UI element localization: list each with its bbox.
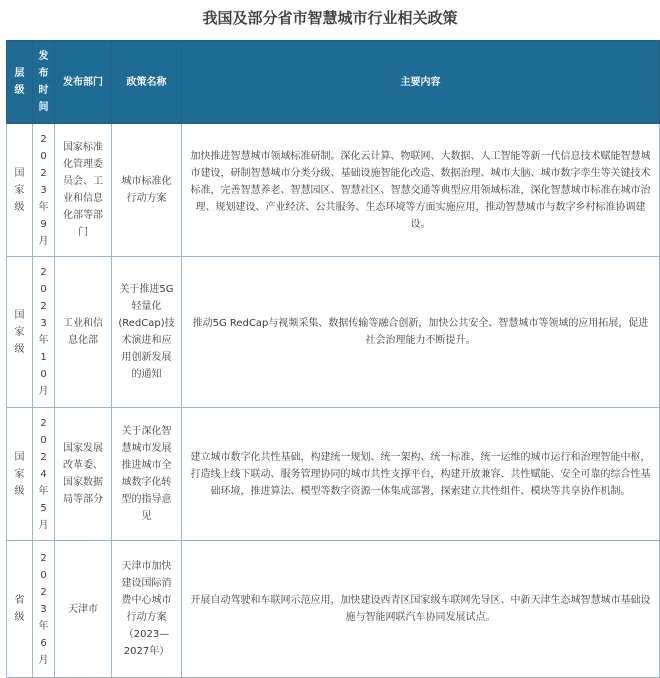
cell-content: 建立城市数字化共性基础，构建统一规划、统一架构、统一标准、统一运维的城市运行和治理智能中枢，打造线上线下联动、服务管理协同的城市共性支撑平台，构建开放兼容、共性赋能、安全可靠的综合性基础环境，推进算法、模型等数字资源一体集成部署，探索建立共性组件、模块等共享协作机制。 (182, 408, 660, 541)
cell-dept: 工业和信息化部 (55, 257, 112, 408)
cell-time: 2024年5月 (33, 408, 55, 541)
header-dept: 发布部门 (55, 41, 112, 124)
header-name: 政策名称 (112, 41, 182, 124)
cell-name: 关于深化智慧城市发展推进城市全域数字化转型的指导意见 (112, 408, 182, 541)
header-time: 发布时间 (33, 41, 55, 124)
table-row (7, 257, 660, 408)
cell-dept: 国家发展改革委、国家数据局等部分 (55, 408, 112, 541)
cell-name: 城市标准化行动方案 (112, 124, 182, 257)
cell-time: 2023年9月 (33, 124, 55, 257)
table-row (7, 124, 660, 257)
cell-content: 推动5G RedCap与视频采集、数据传输等融合创新，加快公共安全、智慧城市等领域的应用拓展，促进社会治理能力不断提升。 (182, 257, 660, 408)
header-content: 主要内容 (182, 41, 660, 124)
page-title: 我国及部分省市智慧城市行业相关政策 (202, 9, 458, 27)
cell-content: 开展自动驾驶和车联网示范应用，加快建设西青区国家级车联网先导区、中新天津生态城智慧城市基础设施与智能网联汽车协同发展试点。 (182, 541, 660, 678)
cell-time: 2023年6月 (33, 541, 55, 678)
cell-content: 加快推进智慧城市领域标准研制。深化云计算、物联网、大数据、人工智能等新一代信息技术赋能智慧城市建设，研制智慧城市分类分级、基础设施智能化改造、数据治理、城市大脑、城市数字孪生等关键技术标准，完善智慧养老、智慧园区、智慧社区、智慧交通等典型应用领域标准，深化智慧城市标准在城市治理、规划建设、产业经济、公共服务、生态环境等方面实施应用，推动智慧城市与数字乡村标准协调建设。 (182, 124, 660, 257)
cell-level: 国家级 (7, 124, 33, 257)
cell-level: 国家级 (7, 257, 33, 408)
cell-level: 省级 (7, 541, 33, 678)
cell-level: 国家级 (7, 408, 33, 541)
policy-table (6, 40, 660, 678)
table-row (7, 541, 660, 678)
cell-time: 2023年10月 (33, 257, 55, 408)
header-level: 层级 (7, 41, 33, 124)
table-header-row (7, 41, 660, 124)
table-row (7, 408, 660, 541)
cell-name: 天津市加快建设国际消费中心城市行动方案（2023—2027年） (112, 541, 182, 678)
cell-dept: 国家标准化管理委员会、工业和信息化部等部门 (55, 124, 112, 257)
cell-dept: 天津市 (55, 541, 112, 678)
cell-name: 关于推进5G轻量化(RedCap)技术演进和应用创新发展的通知 (112, 257, 182, 408)
